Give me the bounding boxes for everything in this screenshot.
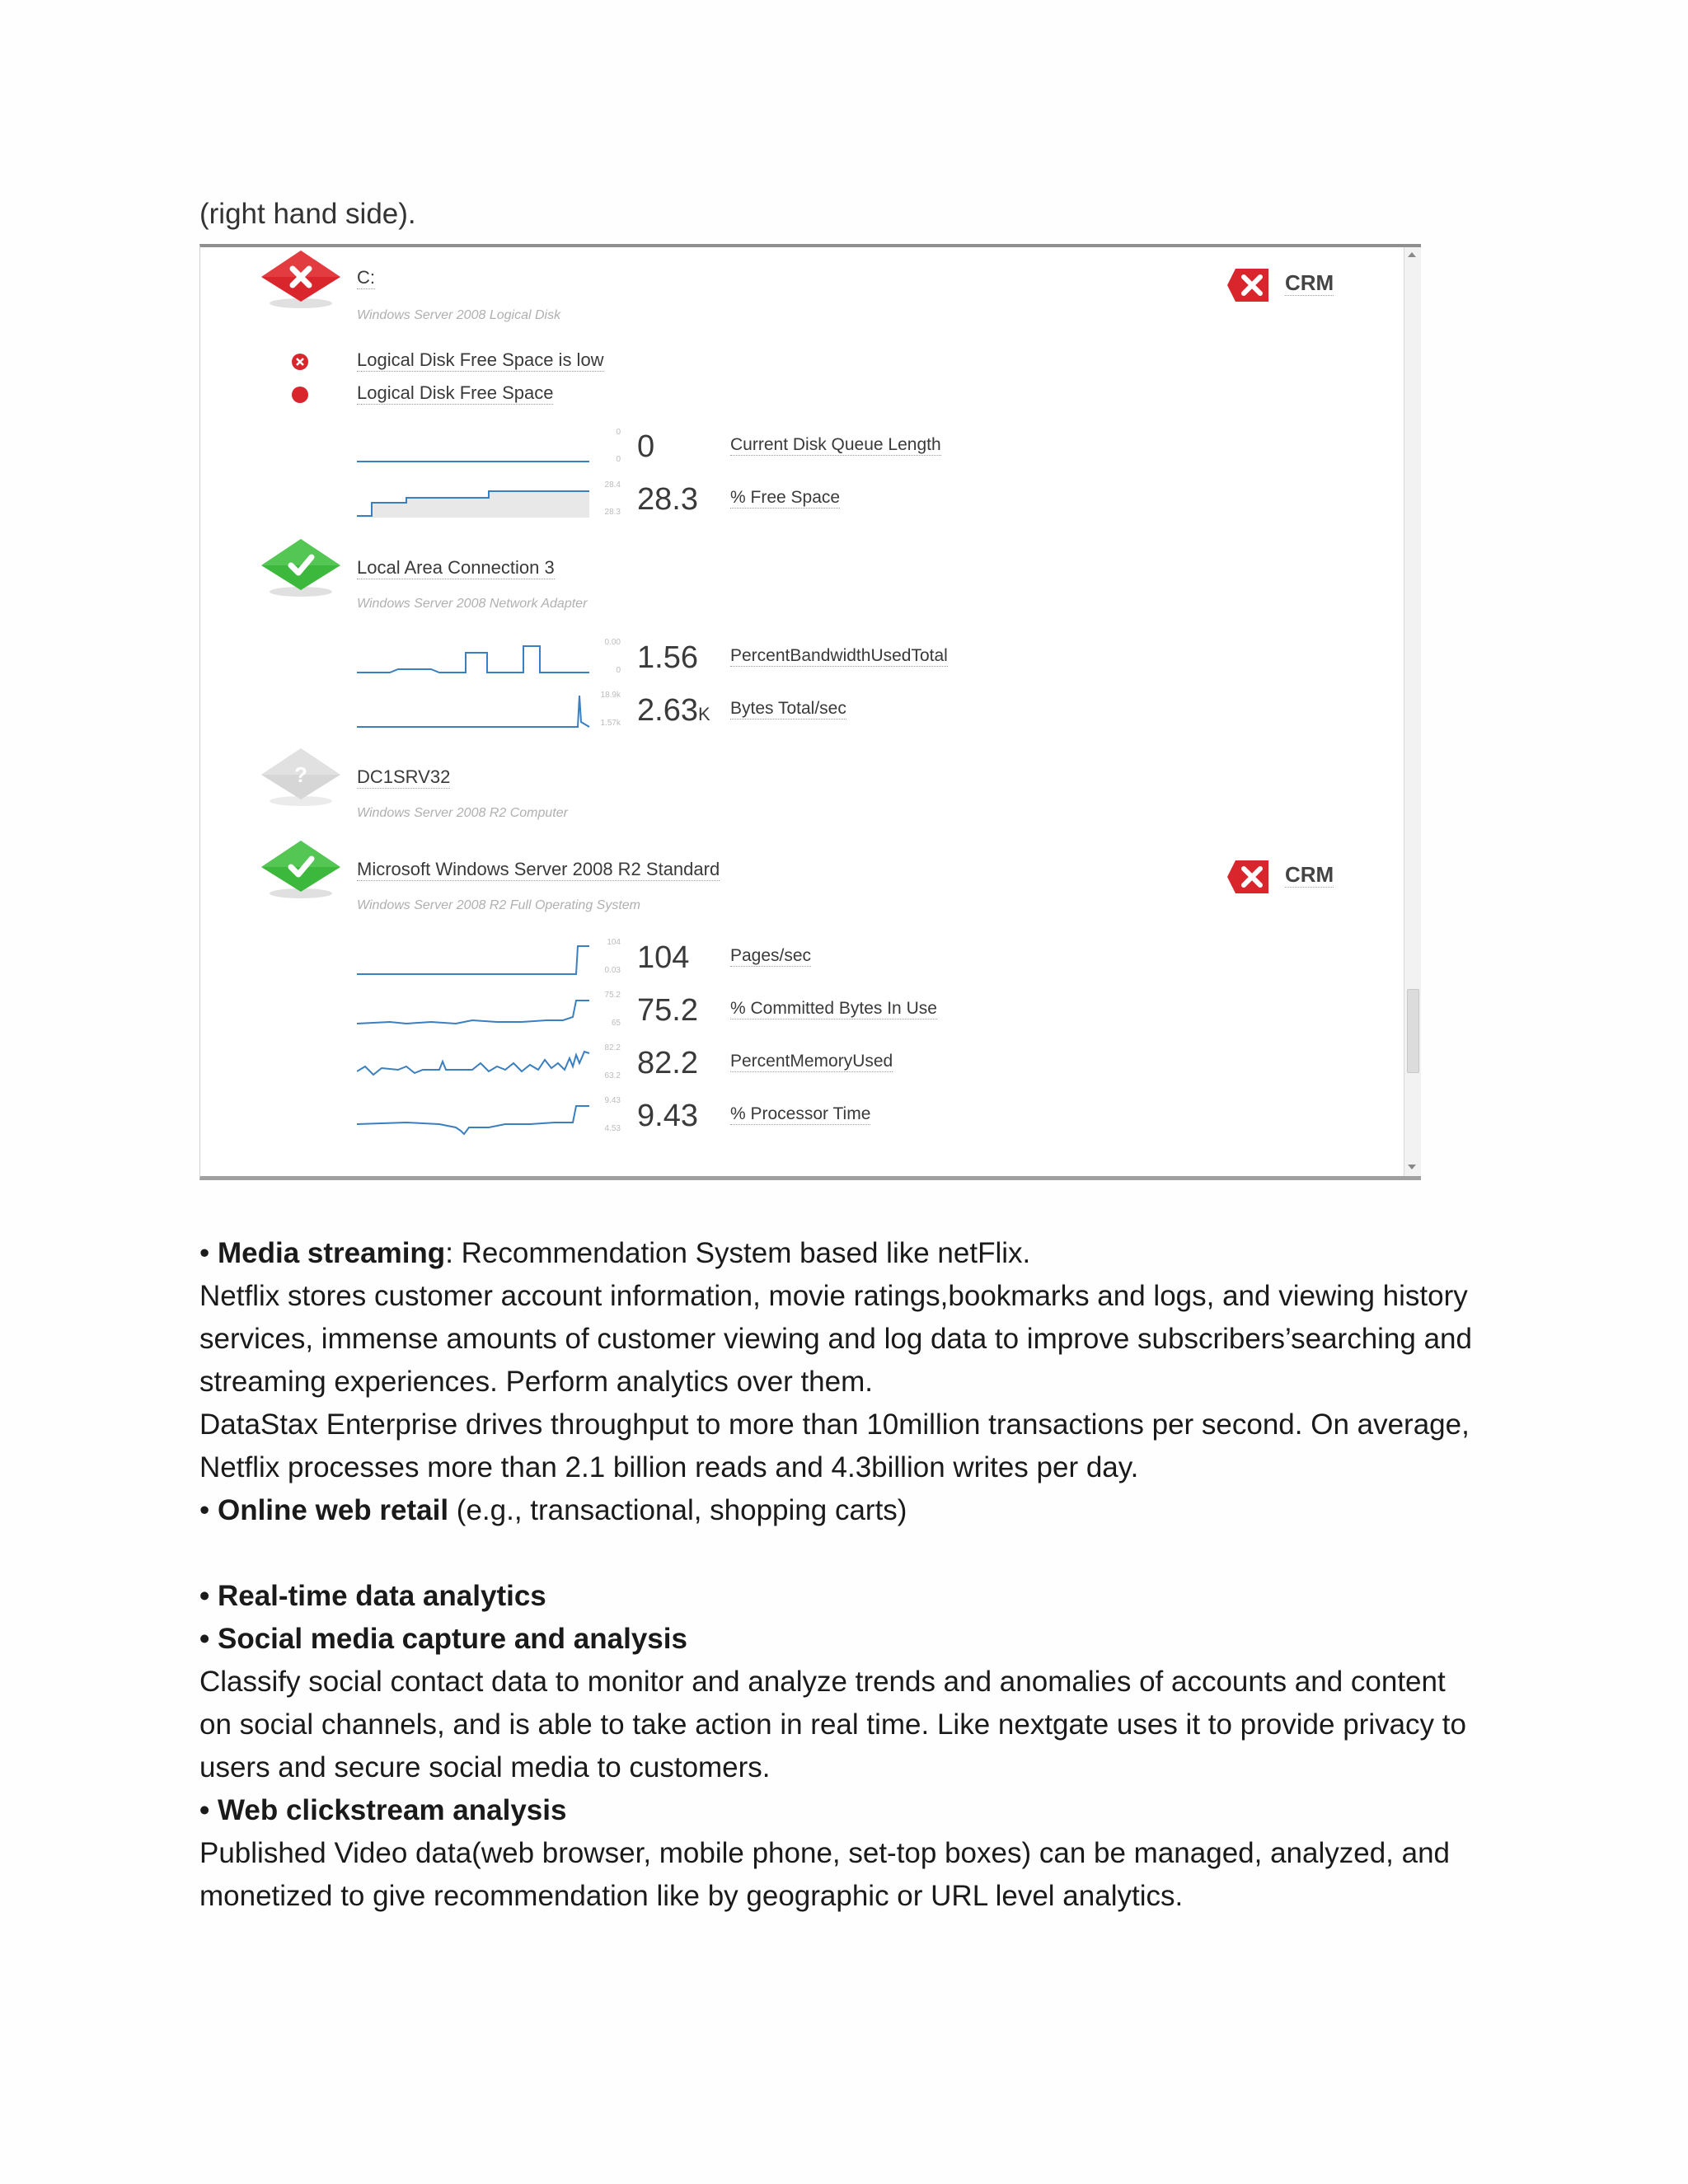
metric-max: 75.2 xyxy=(604,991,621,1000)
disk-monitor-free-space[interactable]: Logical Disk Free Space xyxy=(357,382,554,403)
network-title[interactable]: Local Area Connection 3 xyxy=(357,557,555,578)
monitoring-screenshot xyxy=(199,244,1421,1180)
scroll-up-icon[interactable] xyxy=(1408,252,1416,257)
sparkline-bandwidth xyxy=(357,636,596,679)
sparkline-bytes-total xyxy=(357,689,596,732)
crm-label[interactable]: CRM xyxy=(1285,862,1334,887)
metric-label-bandwidth[interactable]: PercentBandwidthUsedTotal xyxy=(730,646,948,665)
metric-label-bytes-total[interactable]: Bytes Total/sec xyxy=(730,699,846,718)
metric-label-processor-time[interactable]: % Processor Time xyxy=(730,1104,871,1123)
metric-max: 0 xyxy=(616,428,621,437)
metric-max: 0.00 xyxy=(604,638,621,647)
computer-subtitle: Windows Server 2008 R2 Computer xyxy=(357,806,568,820)
metric-value: 75.2 xyxy=(637,993,698,1028)
disk-title[interactable]: C: xyxy=(357,267,375,288)
crm-label[interactable]: CRM xyxy=(1285,270,1334,295)
sparkline-committed-bytes xyxy=(357,989,596,1032)
metric-label-free-space[interactable]: % Free Space xyxy=(730,488,841,507)
disk-subtitle: Windows Server 2008 Logical Disk xyxy=(357,308,561,322)
error-dot-icon xyxy=(291,386,309,404)
sparkline-memory-used xyxy=(357,1042,596,1085)
online-retail-title: Online web retail xyxy=(217,1494,449,1526)
computer-title[interactable]: DC1SRV32 xyxy=(357,766,451,787)
os-title[interactable]: Microsoft Windows Server 2008 R2 Standard xyxy=(357,859,720,879)
media-streaming-paragraph-2: DataStax Enterprise drives throughput to more than 10million transactions per second. On average, Netflix processes more than 2.1 billion reads and 4.3billion writes per day. xyxy=(199,1408,1470,1483)
clickstream-heading: • Web clickstream analysis xyxy=(199,1794,567,1826)
metric-value: 28.3 xyxy=(637,482,698,517)
metric-value: 104 xyxy=(637,940,690,975)
metric-max: 9.43 xyxy=(604,1096,621,1105)
metric-min: 28.3 xyxy=(604,508,621,517)
network-subtitle: Windows Server 2008 Network Adapter xyxy=(357,597,588,611)
metric-min: 0.03 xyxy=(604,966,621,975)
crm-error-icon xyxy=(1227,267,1270,303)
metric-min: 1.57k xyxy=(600,719,621,728)
svg-text:?: ? xyxy=(294,762,307,787)
metric-max: 28.4 xyxy=(604,480,621,490)
metric-min: 0 xyxy=(616,455,621,464)
metric-value: 9.43 xyxy=(637,1099,698,1133)
scroll-down-icon[interactable] xyxy=(1408,1165,1416,1169)
sparkline-disk-queue xyxy=(357,425,596,468)
metric-min: 0 xyxy=(616,666,621,675)
online-retail-heading: • Online web retail (e.g., transactional, shopping carts) xyxy=(199,1494,907,1526)
sparkline-processor-time xyxy=(357,1094,596,1137)
metric-label-memory-used[interactable]: PercentMemoryUsed xyxy=(730,1052,893,1071)
metric-label-disk-queue[interactable]: Current Disk Queue Length xyxy=(730,435,941,454)
metric-value: 82.2 xyxy=(637,1046,698,1080)
media-streaming-paragraph-1: Netflix stores customer account information, movie ratings,bookmarks and logs, and viewing history services, immense amounts of customer viewing and log data to improve subscribers’searching and streaming experiences. Perform analytics over them. xyxy=(199,1280,1472,1398)
metric-label-committed-bytes[interactable]: % Committed Bytes In Use xyxy=(730,999,937,1018)
metric-value: 2.63K xyxy=(637,693,710,728)
clickstream-paragraph: Published Video data(web browser, mobile phone, set-top boxes) can be managed, analyzed, and monetized to give recommendation like by geographic or URL level analytics. xyxy=(199,1837,1451,1912)
media-streaming-title: Media streaming xyxy=(217,1237,446,1269)
metric-value: 1.56 xyxy=(637,640,698,675)
disk-alert-free-space-low[interactable]: Logical Disk Free Space is low xyxy=(357,349,604,370)
metric-max: 82.2 xyxy=(604,1043,621,1052)
os-subtitle: Windows Server 2008 R2 Full Operating System xyxy=(357,898,640,912)
media-streaming-heading: • Media streaming: Recommendation System based like netFlix. xyxy=(199,1237,1031,1269)
social-media-heading: • Social media capture and analysis xyxy=(199,1623,687,1655)
healthy-state-icon xyxy=(260,839,342,900)
sparkline-pages-sec xyxy=(357,936,596,979)
scroll-thumb[interactable] xyxy=(1407,989,1419,1073)
crm-error-icon xyxy=(1227,859,1270,895)
metric-value: 0 xyxy=(637,429,655,464)
document-body xyxy=(199,1232,1485,1918)
sparkline-free-space xyxy=(357,478,596,521)
metric-max: 18.9k xyxy=(600,691,621,700)
realtime-analytics-heading: • Real-time data analytics xyxy=(199,1580,546,1612)
unknown-state-icon xyxy=(260,747,342,808)
metric-label-pages-sec[interactable]: Pages/sec xyxy=(730,946,812,965)
error-circle-icon xyxy=(291,353,309,371)
metric-min: 4.53 xyxy=(604,1124,621,1133)
social-media-paragraph: Classify social contact data to monitor and analyze trends and anomalies of accounts and content on social channels, and is able to take action in real time. Like nextgate uses it to provide privacy to users and secure social media to customers. xyxy=(199,1666,1466,1783)
error-state-icon xyxy=(260,249,342,310)
healthy-state-icon xyxy=(260,537,342,598)
intro-text: (right hand side). xyxy=(199,198,416,230)
metric-min: 63.2 xyxy=(604,1071,621,1080)
metric-max: 104 xyxy=(607,938,621,947)
vertical-scrollbar[interactable] xyxy=(1404,247,1421,1176)
metric-min: 65 xyxy=(611,1019,621,1028)
